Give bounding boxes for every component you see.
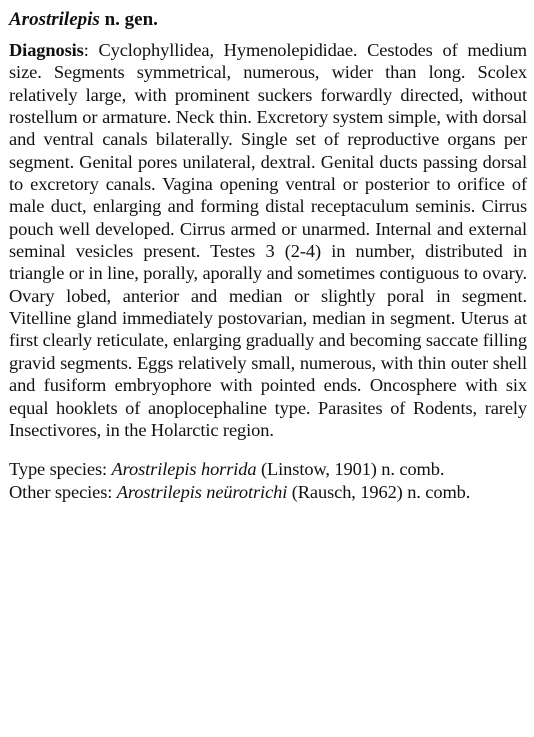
diagnosis-text: : Cyclophyllidea, Hymenolepididae. Cestodes of medium size. Segments symmetrical, numerous, wider than long. Scolex relatively large, with prominent suckers forwardly directed, without rostellum or armature. Neck thin. Excretory system simple, with dorsal and ventral canals bilaterally. Single set of reproductive organs per segment. Genital pores unilateral, dextral. Genital ducts passing dorsal to excretory canals. Vagina opening ventral or posterior to orifice of male duct, enlarging and forming distal receptaculum seminis. Cirrus pouch well developed. Cirrus armed or unarmed. Internal and external seminal vesicles present. Testes 3 (2-4) in number, distributed in triangle or in line, porally, aporally and sometimes contiguous to ovary. Ovary lobed, anterior and median or slightly poral in segment. Vitelline gland immediately postovarian, median in segment. Uterus at first clearly reticulate, enlarging gradually and becoming saccate filling gravid segments. Eggs relatively small, numerous, with thin outer shell and fusiform embryophore with pointed ends. Oncosphere with six equal hooklets of anoplocephaline type. Parasites of Rodents, rarely Insectivores, in the Holarctic region. (9, 40, 527, 440)
type-species-line (9, 458, 527, 480)
type-species-authority: (Linstow, 1901) n. comb. (256, 459, 445, 480)
document-page (9, 8, 527, 503)
diagnosis-paragraph (9, 39, 527, 441)
other-species-name: Arostrilepis neürotrichi (116, 481, 288, 502)
other-species-authority: (Rausch, 1962) n. comb. (287, 481, 471, 502)
genus-suffix: n. gen. (99, 9, 158, 30)
genus-heading (9, 8, 527, 32)
spacer (9, 441, 527, 458)
type-species-label: Type species: (9, 459, 112, 480)
genus-name: Arostrilepis (9, 9, 100, 30)
diagnosis-label: Diagnosis (9, 40, 84, 60)
other-species-line (9, 481, 527, 503)
type-species-name: Arostrilepis horrida (111, 459, 257, 480)
other-species-label: Other species: (9, 481, 117, 502)
